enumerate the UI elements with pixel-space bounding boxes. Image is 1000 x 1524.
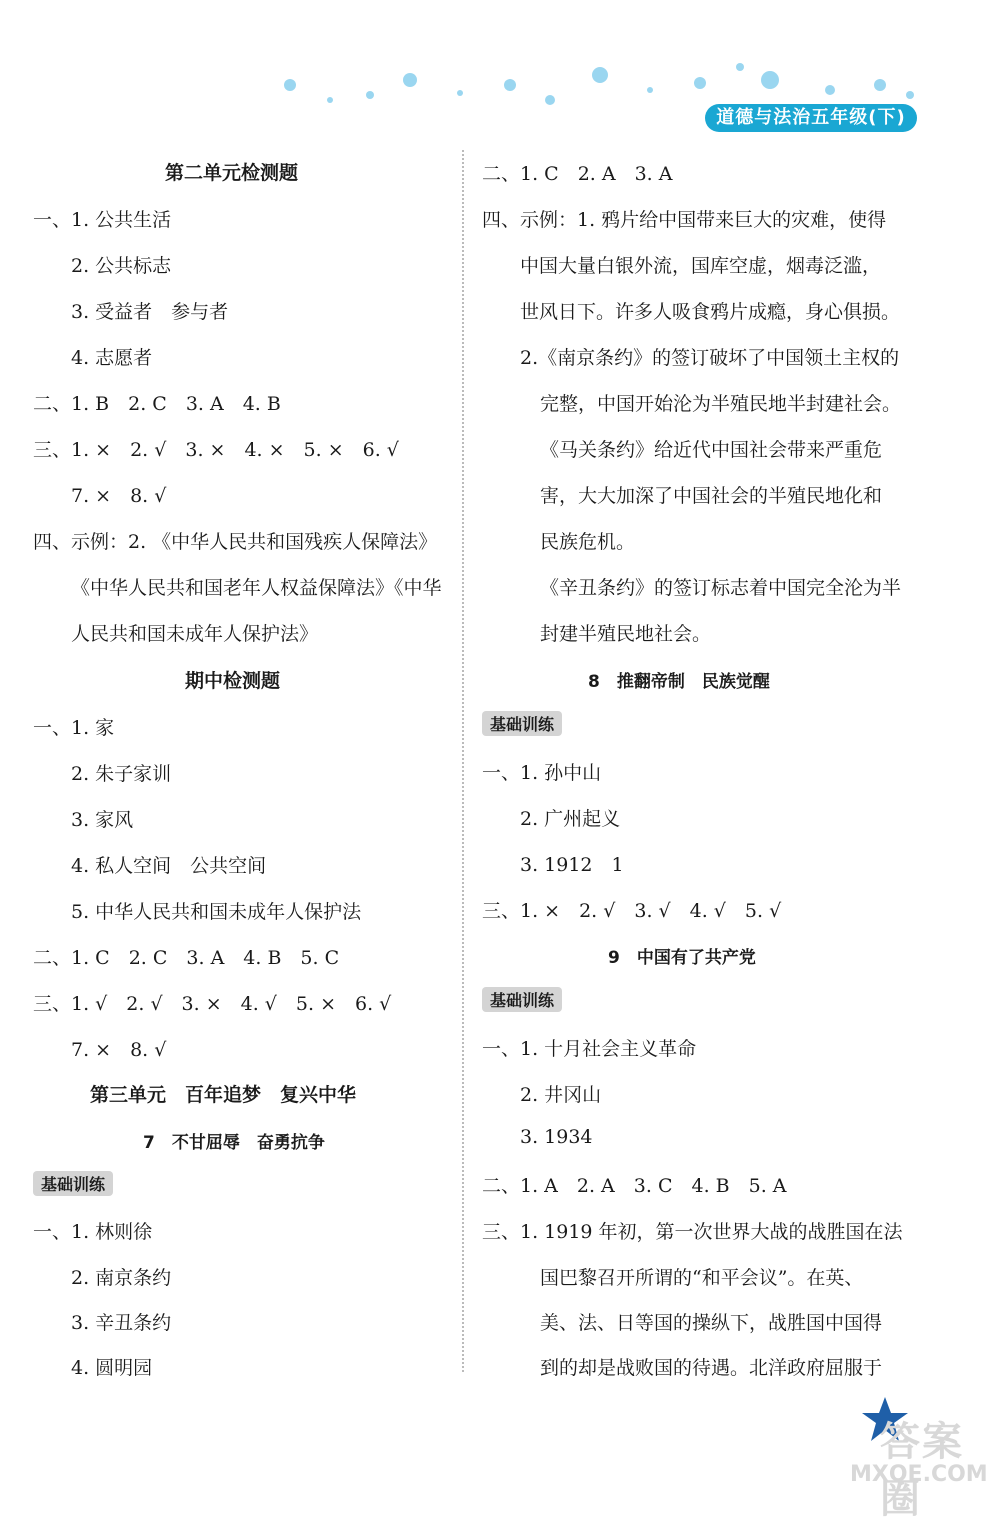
section-heading: 7 不甘屈辱 奋勇抗争	[143, 1133, 325, 1153]
answer-line: 三、1. × 2. √ 3. √ 4. √ 5. √	[482, 900, 782, 922]
answer-line: 5. 中华人民共和国未成年人保护法	[71, 901, 362, 923]
answer-line: 3. 辛丑条约	[71, 1312, 172, 1334]
answer-line: 一、1. 孙中山	[482, 762, 602, 784]
section-heading: 第二单元检测题	[165, 162, 299, 184]
answer-line: 2. 南京条约	[71, 1267, 172, 1289]
answer-line: 4. 志愿者	[71, 347, 153, 369]
answer-line: 封建半殖民地社会。	[540, 623, 712, 645]
section-tag: 基础训练	[33, 1171, 113, 1196]
answer-line: 《中华人民共和国老年人权益保障法》《中华	[71, 577, 442, 599]
answer-line: 4. 圆明园	[71, 1357, 153, 1379]
answer-line: 完整，中国开始沦为半殖民地半封建社会。	[540, 393, 902, 415]
section-heading: 8 推翻帝制 民族觉醒	[588, 672, 770, 692]
answer-line: 世风日下。许多人吸食鸦片成瘾，身心俱损。	[520, 301, 901, 323]
answer-line: 二、1. A 2. A 3. C 4. B 5. A	[482, 1175, 787, 1197]
answer-line: 一、1. 林则徐	[33, 1221, 153, 1243]
answer-line: 3. 1912 1	[520, 854, 624, 876]
section-heading: 第三单元 百年追梦 复兴中华	[90, 1084, 357, 1106]
book-title-badge: 道德与法治五年级(下)	[705, 104, 917, 132]
answer-line: 四、示例：2. 《中华人民共和国残疾人保障法》	[33, 531, 438, 553]
answer-line: 到的却是战败国的待遇。北洋政府屈服于	[540, 1357, 883, 1379]
answer-line: 2. 朱子家训	[71, 763, 172, 785]
answer-line: 7. × 8. √	[71, 1039, 167, 1061]
section-heading: 9 中国有了共产党	[608, 948, 756, 968]
answer-line: 3. 1934	[520, 1126, 593, 1148]
section-tag: 基础训练	[482, 987, 562, 1012]
answer-line: 一、1. 公共生活	[33, 209, 172, 231]
column-divider	[462, 150, 464, 1372]
answer-line: 3. 家风	[71, 809, 134, 831]
answer-line: 中国大量白银外流，国库空虚，烟毒泛滥，	[520, 255, 882, 277]
answer-line: 一、1. 十月社会主义革命	[482, 1038, 697, 1060]
answer-line: 二、1. B 2. C 3. A 4. B	[33, 393, 281, 415]
answer-line: 2. 井冈山	[520, 1084, 602, 1106]
answer-line: 4. 私人空间 公共空间	[71, 855, 267, 877]
answer-line: 三、1. × 2. √ 3. × 4. × 5. × 6. √	[33, 439, 399, 461]
answer-line: 三、1. √ 2. √ 3. × 4. √ 5. × 6. √	[33, 993, 392, 1015]
section-heading: 期中检测题	[185, 670, 281, 692]
section-tag: 基础训练	[482, 711, 562, 736]
answer-line: 2. 公共标志	[71, 255, 172, 277]
answer-line: 2. 广州起义	[520, 808, 621, 830]
watermark-logo: 答案圈	[880, 1419, 964, 1522]
answer-line: 一、1. 家	[33, 717, 115, 739]
answer-line: 美、法、日等国的操纵下，战胜国中国得	[540, 1312, 883, 1334]
answer-line: 《辛丑条约》的签订标志着中国完全沦为半	[540, 577, 902, 599]
answer-line: 3. 受益者 参与者	[71, 301, 229, 323]
answer-line: 2.《南京条约》的签订破坏了中国领土主权的	[520, 347, 900, 369]
answer-line: 四、示例：1. 鸦片给中国带来巨大的灾难，使得	[482, 209, 887, 231]
watermark-url: MXQE.COM	[850, 1462, 988, 1487]
answer-line: 人民共和国未成年人保护法》	[71, 623, 319, 645]
answer-line: 害，大大加深了中国社会的半殖民地化和	[540, 485, 883, 507]
answer-line: 《马关条约》给近代中国社会带来严重危	[540, 439, 883, 461]
answer-line: 国巴黎召开所谓的“和平会议”。在英、	[540, 1267, 864, 1289]
answer-line: 三、1. 1919 年初，第一次世界大战的战胜国在法	[482, 1221, 903, 1243]
answer-line: 民族危机。	[540, 531, 636, 553]
answer-line: 二、1. C 2. C 3. A 4. B 5. C	[33, 947, 340, 969]
answer-line: 二、1. C 2. A 3. A	[482, 163, 673, 185]
answer-line: 7. × 8. √	[71, 485, 167, 507]
